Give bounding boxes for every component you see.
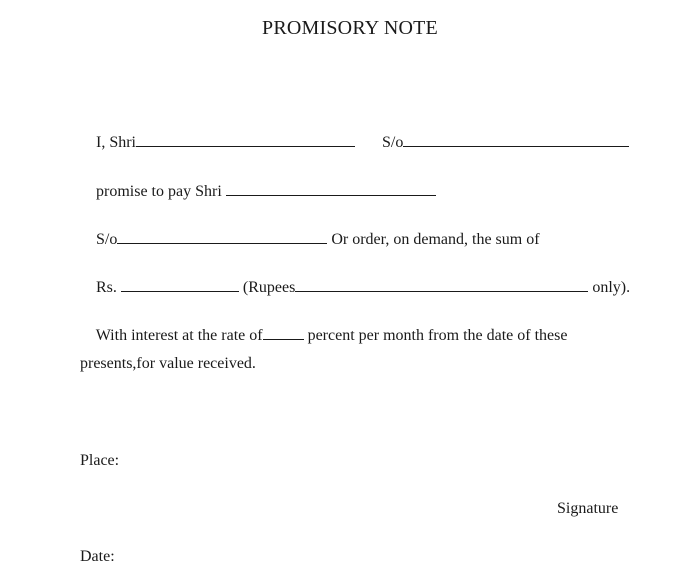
line-amount [80, 257, 631, 296]
only-label: only). [588, 279, 631, 296]
document-title: PROMISORY NOTE [262, 17, 438, 39]
father-name-blank[interactable] [403, 132, 629, 147]
son-of-label: S/o [382, 134, 404, 151]
signature-label: Signature [557, 500, 619, 517]
shri-label: I, Shri [96, 134, 136, 151]
rs-label: Rs. [96, 279, 121, 296]
payee-father-blank[interactable] [117, 229, 327, 244]
interest-rate-blank[interactable] [263, 325, 304, 340]
amount-figures-blank[interactable] [121, 277, 239, 292]
interest-rate-label: With interest at the rate of [95, 327, 263, 344]
promise-to-pay-label: promise to pay Shri [96, 183, 226, 200]
order-demand-text: Or order, on demand, the sum of [327, 231, 540, 248]
rupees-label: (Rupees [238, 279, 296, 296]
payee-son-of-label: S/o [96, 231, 118, 248]
payee-name-blank[interactable] [226, 181, 436, 196]
percent-per-month-text: percent per month from the date of these [303, 327, 568, 344]
amount-words-blank[interactable] [295, 277, 588, 292]
place-label: Place: [80, 452, 120, 469]
date-label: Date: [80, 548, 115, 565]
value-received-text: presents,for value received. [80, 355, 256, 372]
name-blank[interactable] [136, 132, 355, 147]
line-name-father [366, 112, 629, 151]
line-payee [80, 161, 436, 200]
line-interest [80, 305, 568, 344]
line-payee-father [80, 209, 540, 248]
line-name [80, 112, 355, 151]
